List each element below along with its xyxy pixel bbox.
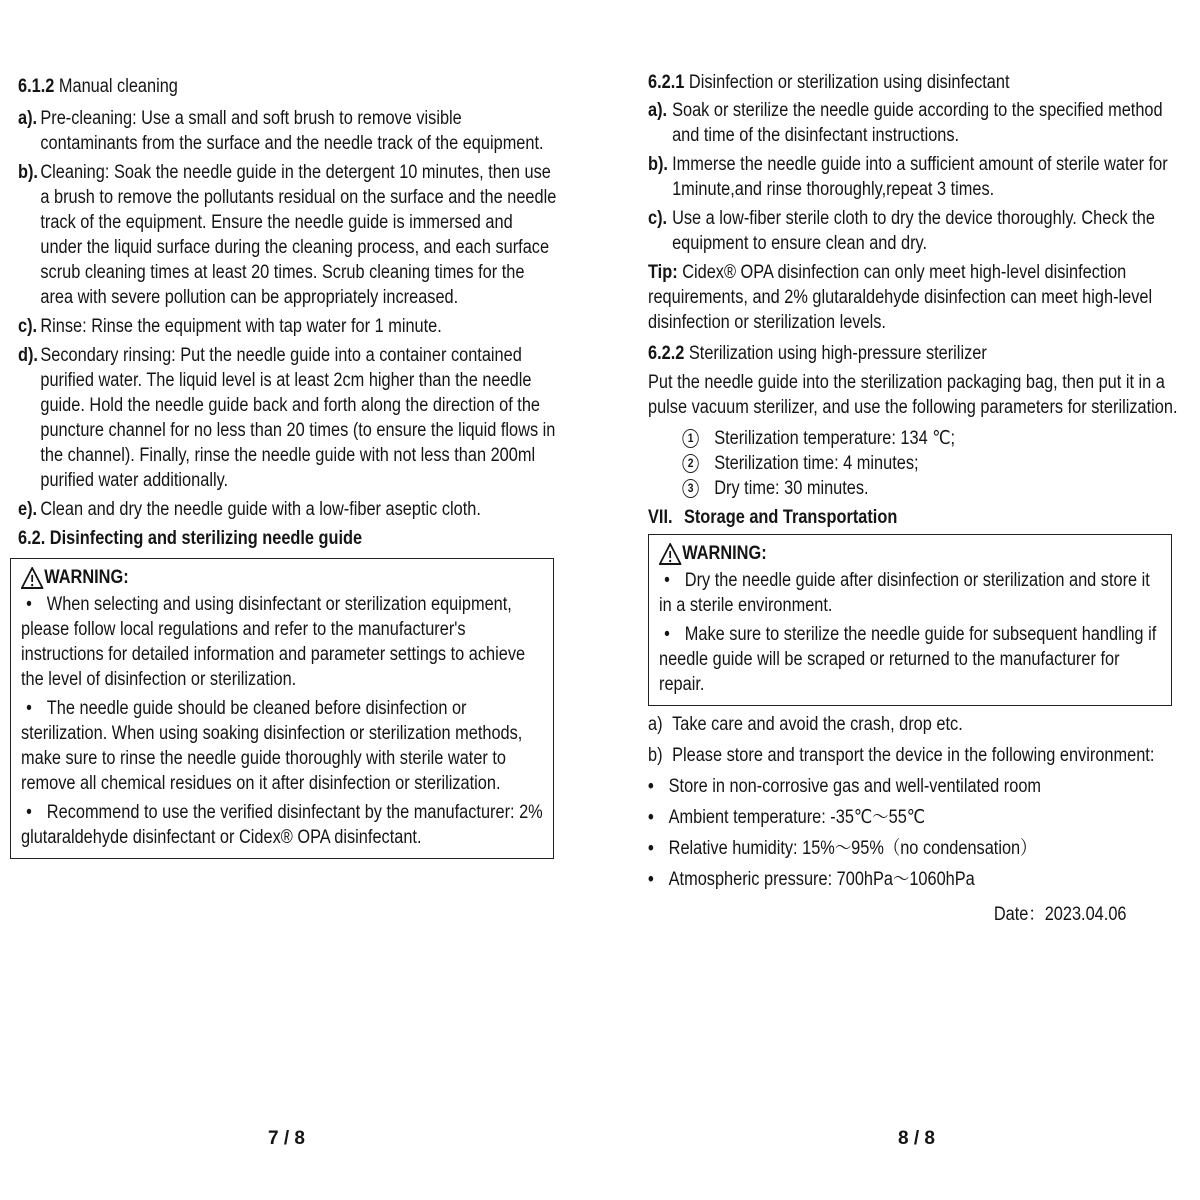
step-marker: c). (18, 316, 38, 337)
heading-manual-cleaning (18, 74, 557, 99)
warning-title (659, 541, 1162, 566)
step-marker: c). (648, 208, 668, 229)
heading-number: 6.1.2 (18, 76, 55, 97)
warning-triangle-icon (21, 567, 43, 589)
step-marker: b). (648, 154, 668, 175)
step-c (18, 314, 557, 339)
warning-title-text: WARNING: (682, 543, 767, 564)
parameter-text: Sterilization temperature: 134 ℃; (714, 428, 956, 449)
heading-number: 6.2.1 (648, 72, 685, 93)
warning-title-text: WARNING: (44, 567, 129, 588)
page-7-content (18, 74, 558, 865)
step-marker: d). (18, 345, 38, 366)
bullet-icon: • (26, 698, 32, 719)
tip-paragraph (648, 260, 1187, 335)
bullet-icon: • (648, 807, 654, 828)
environment-bullet (648, 805, 1187, 830)
environment-text: Atmospheric pressure: 700hPa～1060hPa (668, 869, 975, 890)
heading-text: Manual cleaning (58, 76, 178, 97)
warning-bullet (659, 622, 1162, 697)
disinfect-step-a (648, 98, 1187, 148)
step-text: Immerse the needle guide into a sufficient amount of sterile water for 1minute,and rinse thoroughly,repeat 3 times. (672, 154, 1168, 200)
warning-title (21, 565, 544, 590)
warning-bullet-text: The needle guide should be cleaned before disinfection or sterilization. When using soaking disinfection or sterilization methods, make sure to rinse the needle guide thoroughly with sterile water to remove all chemical residues on it after disinfection or sterilization. (21, 698, 523, 794)
parameter-item (682, 451, 1186, 476)
step-marker: a). (18, 108, 38, 129)
storage-step-a (648, 712, 1187, 737)
environment-bullet (648, 774, 1187, 799)
step-marker: b). (18, 162, 38, 183)
bullet-icon: • (648, 869, 654, 890)
page-8-content (648, 70, 1188, 927)
tip-label: Tip: (648, 262, 678, 283)
storage-step-b (648, 743, 1187, 768)
step-a (18, 106, 557, 156)
circled-number-icon: 2 (682, 454, 698, 473)
warning-box-left (10, 558, 554, 859)
sterilizer-paragraph: Put the needle guide into the sterilization packaging bag, then put it in a pulse vacuum sterilizer, and use the following parameters for sterilization. (648, 372, 1178, 418)
parameter-text: Dry time: 30 minutes. (714, 478, 869, 499)
heading-number: 6.2.2 (648, 343, 685, 364)
step-e (18, 497, 557, 522)
bullet-icon: • (26, 594, 32, 615)
warning-bullet-text: Dry the needle guide after disinfection or sterilization and store it in a sterile environment. (659, 570, 1150, 616)
chapter-number: VII. (648, 507, 673, 528)
bullet-icon: • (648, 838, 654, 859)
warning-triangle-icon (659, 543, 681, 565)
bullet-icon: • (664, 570, 670, 591)
warning-bullet-text: Make sure to sterilize the needle guide for subsequent handling if needle guide will be scraped or returned to the manufacturer for repair. (659, 624, 1157, 695)
section-6-2-title (18, 526, 557, 551)
warning-bullet (21, 696, 544, 796)
step-text: Cleaning: Soak the needle guide in the detergent 10 minutes, then use a brush to remove the pollutants residual on the surface and the needle track of the equipment. Ensure the needle guide is immersed and under the liquid surface during the cleaning process, and each surface scrub cleaning times at least 20 times. Scrub cleaning times for the area with severe pollution can be appropriately increased. (40, 162, 557, 308)
document-date: Date：2023.04.06 (993, 904, 1127, 925)
environment-bullet (648, 836, 1187, 861)
step-text: Please store and transport the device in the following environment: (672, 745, 1155, 766)
step-text: Rinse: Rinse the equipment with tap water for 1 minute. (40, 316, 442, 337)
warning-box-right (648, 534, 1172, 706)
chapter-vii-title (648, 505, 1187, 530)
step-text: Clean and dry the needle guide with a low-fiber aseptic cloth. (40, 499, 481, 520)
circled-number-icon: 3 (682, 479, 698, 498)
step-text: Take care and avoid the crash, drop etc. (672, 714, 963, 735)
sterilization-parameters (682, 426, 1186, 501)
step-marker: a). (648, 100, 668, 121)
warning-bullet-text: Recommend to use the verified disinfectant by the manufacturer: 2% glutaraldehyde disinfectant or Cidex® OPA disinfectant. (21, 802, 543, 848)
environment-bullet (648, 867, 1187, 892)
chapter-title: Storage and Transportation (683, 507, 898, 528)
parameter-item (682, 476, 1186, 501)
tip-text: Cidex® OPA disinfection can only meet high-level disinfection requirements, and 2% glutaraldehyde disinfection can meet high-level disinfection or sterilization levels. (648, 262, 1153, 333)
heading-text: Disinfection or sterilization using disinfectant (688, 72, 1010, 93)
bullet-icon: • (648, 776, 654, 797)
step-marker: b) (648, 745, 663, 766)
environment-text: Store in non-corrosive gas and well-ventilated room (668, 776, 1042, 797)
page-number: 8 / 8 (898, 1128, 935, 1149)
bullet-icon: • (26, 802, 32, 823)
step-text: Soak or sterilize the needle guide according to the specified method and time of the disinfectant instructions. (672, 100, 1163, 146)
disinfect-step-b (648, 152, 1187, 202)
step-text: Pre-cleaning: Use a small and soft brush to remove visible contaminants from the surface and the needle track of the equipment. (40, 108, 544, 154)
parameter-item (682, 426, 1186, 451)
step-marker: e). (18, 499, 38, 520)
warning-bullet (21, 800, 544, 850)
warning-bullet (21, 592, 544, 692)
warning-bullet-text: When selecting and using disinfectant or sterilization equipment, please follow local regulations and refer to the manufacturer's instructions for detailed information and parameter settings to achieve the level of disinfection or sterilization. (21, 594, 526, 690)
section-title: Disinfecting and sterilizing needle guide (49, 528, 363, 549)
page-8 (600, 0, 1200, 1200)
circled-number-icon: 1 (682, 429, 698, 448)
parameter-text: Sterilization time: 4 minutes; (714, 453, 919, 474)
step-b (18, 160, 557, 310)
section-number: 6.2. (18, 528, 46, 549)
bullet-icon: • (664, 624, 670, 645)
step-text: Use a low-fiber sterile cloth to dry the device thoroughly. Check the equipment to ensure clean and dry. (672, 208, 1155, 254)
page-number: 7 / 8 (268, 1128, 305, 1149)
heading-text: Sterilization using high-pressure sterilizer (688, 343, 987, 364)
heading-6-2-2 (648, 341, 1187, 366)
warning-bullet (659, 568, 1162, 618)
step-text: Secondary rinsing: Put the needle guide into a container contained purified water. The liquid level is at least 2cm higher than the needle guide. Hold the needle guide back and forth along the direction of the puncture channel for no less than 20 times (to ensure the liquid flows in the channel). Finally, rinse the needle guide with not less than 200ml purified water additionally. (40, 345, 556, 491)
step-d (18, 343, 557, 493)
heading-6-2-1 (648, 70, 1187, 95)
environment-text: Ambient temperature: -35℃～55℃ (668, 807, 926, 828)
environment-text: Relative humidity: 15%～95%（no condensation） (668, 838, 1037, 859)
step-marker: a) (648, 714, 663, 735)
disinfect-step-c (648, 206, 1187, 256)
